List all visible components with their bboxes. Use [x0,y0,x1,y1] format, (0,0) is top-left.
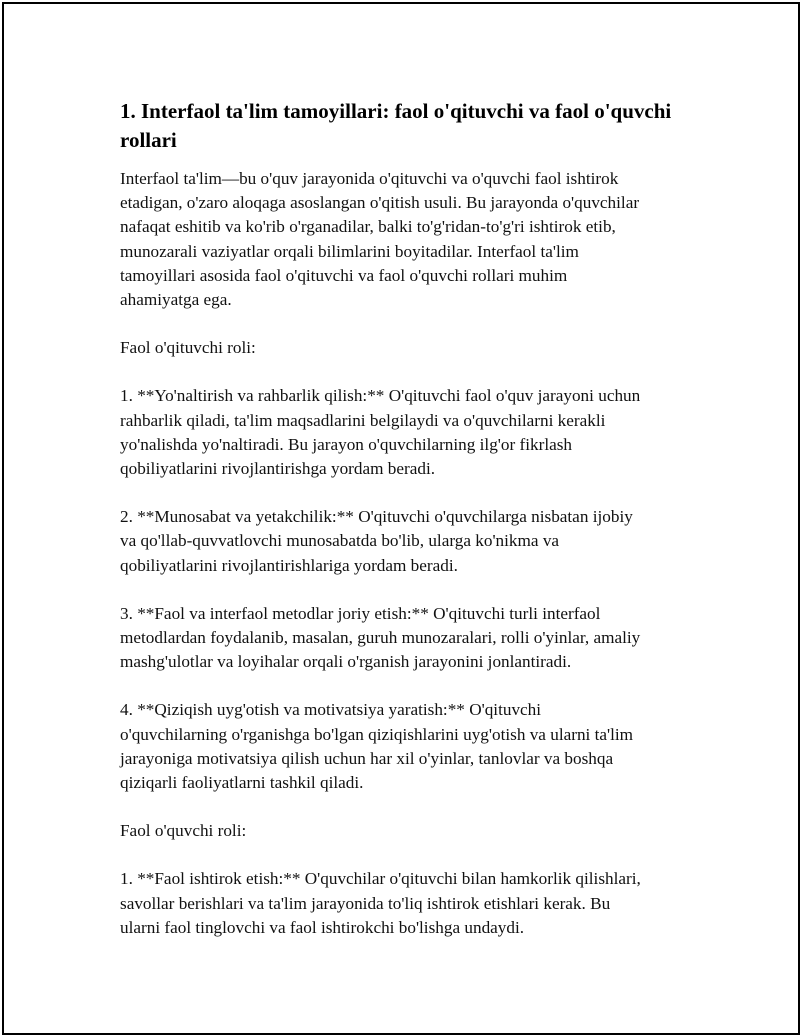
teacher-role-item-4: 4. **Qiziqish uyg'otish va motivatsiya yaratish:** O'qituvchi o'quvchilarning o'rganishga bo'lgan qiziqishlarini uyg'otish va ularni ta'lim jarayoniga motivatsiya qilish uchun har xil o'yinlar, tanlovlar va boshqa qiziqarli faoliyatlarni tashkil qiladi. [120,700,634,793]
teacher-role-heading: Faol o'qituvchi roli: [120,338,256,358]
intro-paragraph: Interfaol ta'lim—bu o'quv jarayonida o'qituvchi va o'quvchi faol ishtirok etadigan, o'zaro aloqaga asoslangan o'qitish usuli. Bu jarayonda o'quvchilar nafaqat eshitib va ko'rib o'rganadilar, balki to'g'ridan-to'g'ri ishtirok etib, munozarali vaziyatlar orqali bilimlarini boyitadilar. Interfaol ta'lim tamoyillari asosida faol o'qituvchi va faol o'quvchi rollari muhim ahamiyatga ega. [120,169,640,310]
document-content [120,97,690,964]
student-role-heading: Faol o'quvchi roli: [120,821,247,841]
student-role-item-1: 1. **Faol ishtirok etish:** O'quvchilar o'qituvchi bilan hamkorlik qilishlari, savollar berishlari va ta'lim jarayonida to'liq ishtirok etishlari kerak. Bu ularni faol tinglovchi va faol ishtirokchi bo'lishga undaydi. [120,869,641,937]
teacher-role-item-3: 3. **Faol va interfaol metodlar joriy etish:** O'qituvchi turli interfaol metodlardan foydalanib, masalan, guruh munozaralari, rolli o'yinlar, amaliy mashg'ulotlar va loyihalar orqali o'rganish jarayonini jonlantiradi. [120,603,641,672]
teacher-role-item-2: 2. **Munosabat va yetakchilik:** O'qituvchi o'quvchilarga nisbatan ijobiy va qo'llab-quvvatlovchi munosabatda bo'lib, ularga ko'nikma va qobiliyatlarini rivojlantirishlariga yordam beradi. [120,507,633,575]
document-title: 1. Interfaol ta'lim tamoyillari: faol o'qituvchi va faol o'quvchi rollari [120,99,672,152]
document-page [2,2,800,1035]
teacher-role-item-1: 1. **Yo'naltirish va rahbarlik qilish:** O'qituvchi faol o'quv jarayoni uchun rahbarlik qiladi, ta'lim maqsadlarini belgilaydi va o'quvchilarni kerakli yo'nalishda yo'naltiradi. Bu jarayon o'quvchilarning ilg'or fikrlash qobiliyatlarini rivojlantirishga yordam beradi. [120,386,641,479]
